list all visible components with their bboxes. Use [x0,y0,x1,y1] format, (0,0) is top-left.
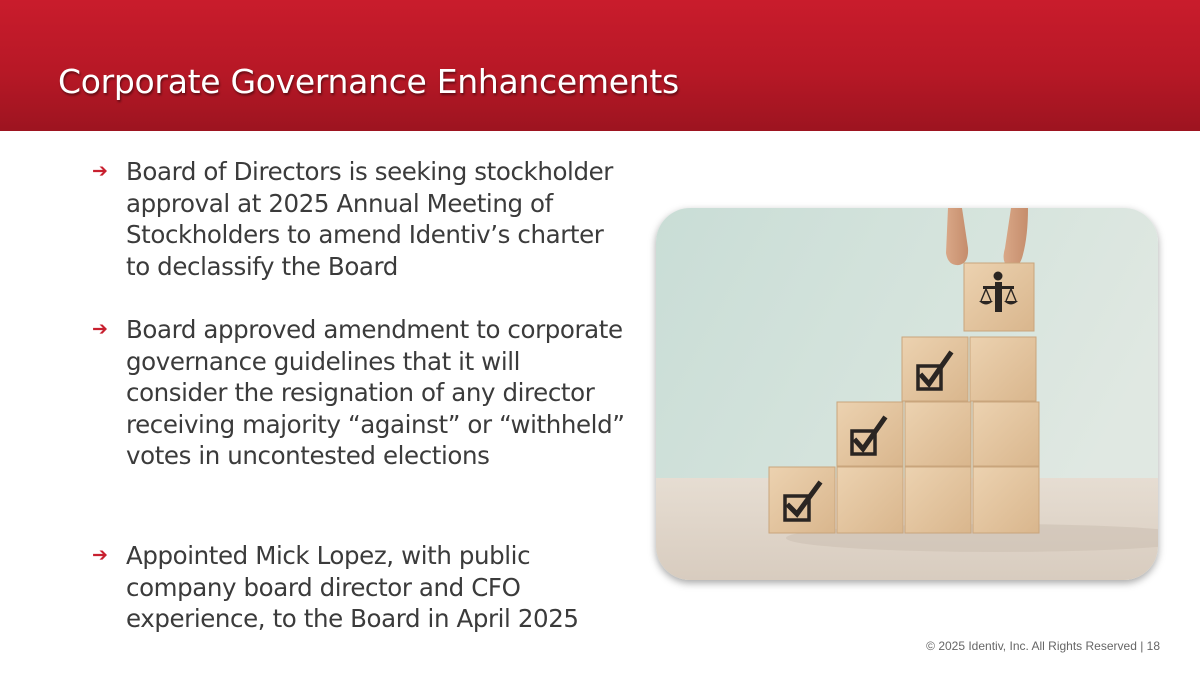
footer-copyright: © 2025 Identiv, Inc. All Rights Reserved | 18 [926,639,1160,653]
slide-title: Corporate Governance Enhancements [58,62,679,101]
arrow-right-icon: ➔ [92,545,108,566]
blocks-staircase-photo [656,208,1158,580]
arrow-right-icon: ➔ [92,161,108,182]
bullet-text: Appointed Mick Lopez, with public company board director and CFO experience, to the Board in April 2025 [126,541,579,633]
title-bar [0,0,1200,131]
arrow-right-icon: ➔ [92,319,108,340]
bullet-text: Board of Directors is seeking stockholder approval at 2025 Annual Meeting of Stockholders to amend Identiv’s charter to declassify the Board [126,157,613,281]
bullet-text: Board approved amendment to corporate governance guidelines that it will consider the resignation of any director receiving majority “against” or “withheld” votes in uncontested elections [126,315,625,470]
